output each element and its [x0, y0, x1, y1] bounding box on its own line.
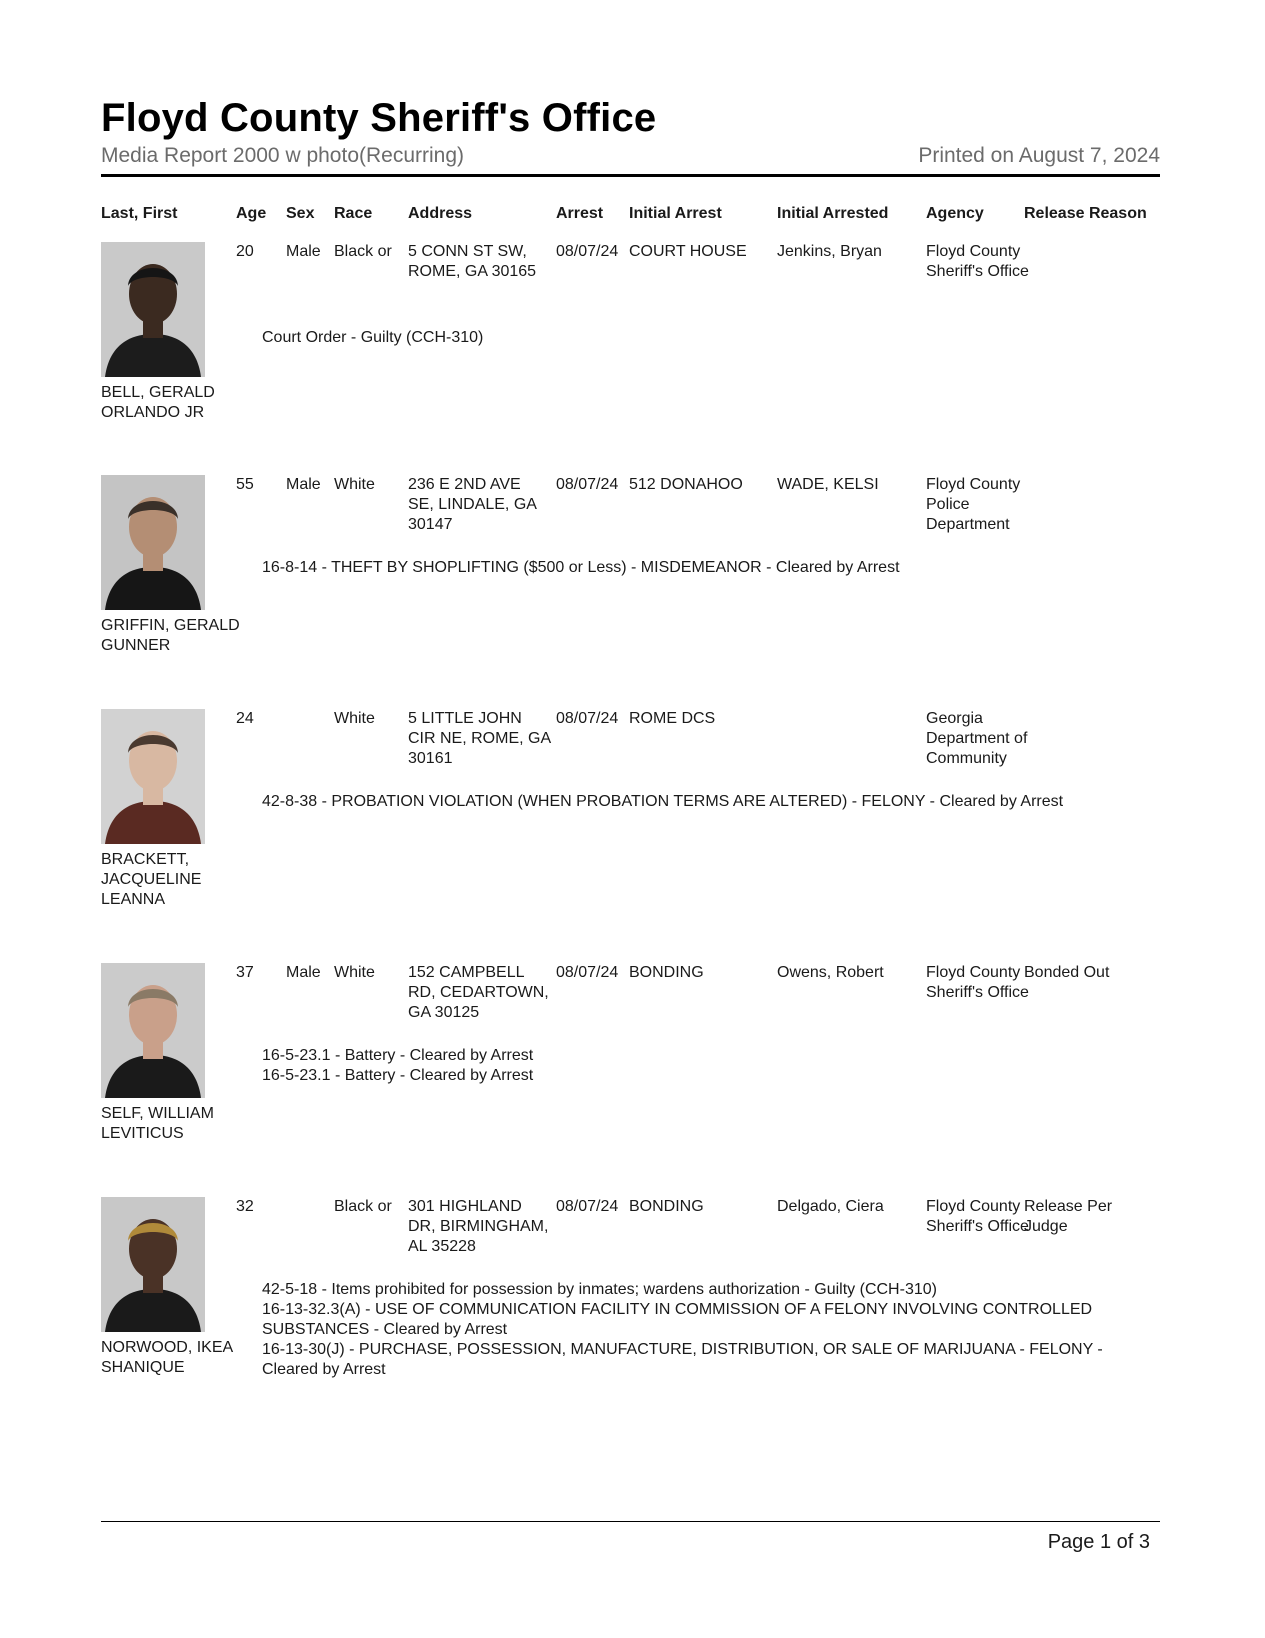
charges-list: [262, 1280, 1142, 1380]
cell-address: 5 CONN ST SW, ROME, GA 30165: [408, 243, 537, 280]
cell-sex: Male: [286, 964, 321, 981]
cell-release-reason: Release Per Judge: [1024, 1198, 1113, 1235]
cell-initial-arrested: Jenkins, Bryan: [777, 243, 882, 260]
column-header-release-reason: Release Reason: [1024, 205, 1147, 222]
cell-age: 55: [236, 476, 254, 493]
column-header-agency: Agency: [926, 205, 984, 222]
cell-age: 20: [236, 243, 254, 260]
cell-race: White: [334, 710, 375, 727]
inmate-name: SELF, WILLIAM LEVITICUS: [101, 1105, 214, 1142]
cell-initial-arrest: ROME DCS: [629, 710, 716, 727]
cell-sex: Male: [286, 476, 321, 493]
cell-arrest: 08/07/24: [556, 964, 619, 981]
cell-initial-arrested: WADE, KELSI: [777, 476, 879, 493]
report-title: Floyd County Sheriff's Office: [101, 96, 657, 140]
column-header-sex: Sex: [286, 205, 315, 222]
column-header-age: Age: [236, 205, 267, 222]
footer-rule: [101, 1521, 1160, 1522]
cell-arrest: 08/07/24: [556, 1198, 619, 1215]
charges-list: [262, 328, 1142, 348]
charges-list: [262, 792, 1142, 812]
cell-address: 301 HIGHLAND DR, BIRMINGHAM, AL 35228: [408, 1198, 549, 1255]
charge-item: 16-8-14 - THEFT BY SHOPLIFTING ($500 or Less) - MISDEMEANOR - Cleared by Arrest: [262, 559, 900, 576]
inmate-name: BELL, GERALD ORLANDO JR: [101, 384, 215, 421]
cell-initial-arrested: Delgado, Ciera: [777, 1198, 884, 1215]
mugshot-photo: [101, 963, 205, 1098]
cell-agency: Georgia Department of Community: [926, 710, 1028, 767]
header-rule: [101, 174, 1160, 177]
cell-agency: Floyd County Sheriff's Office: [926, 964, 1029, 1001]
cell-initial-arrested: Owens, Robert: [777, 964, 884, 981]
column-header-initial-arrest: Initial Arrest: [629, 205, 722, 222]
mugshot-photo: [101, 475, 205, 610]
inmate-name: NORWOOD, IKEA SHANIQUE: [101, 1339, 234, 1376]
cell-initial-arrest: BONDING: [629, 964, 704, 981]
cell-address: 5 LITTLE JOHN CIR NE, ROME, GA 30161: [408, 710, 552, 767]
arrest-record: [0, 475, 1265, 705]
cell-race: White: [334, 964, 375, 981]
cell-agency: Floyd County Police Department: [926, 476, 1021, 533]
mugshot-photo: [101, 242, 205, 377]
charge-item: 16-5-23.1 - Battery - Cleared by Arrest: [262, 1067, 534, 1084]
cell-address: 152 CAMPBELL RD, CEDARTOWN, GA 30125: [408, 964, 549, 1021]
charge-item: 42-5-18 - Items prohibited for possession by inmates; wardens authorization - Guilty (CCH-310): [262, 1281, 937, 1298]
column-header-arrest: Arrest: [556, 205, 604, 222]
cell-arrest: 08/07/24: [556, 710, 619, 727]
charge-item: Court Order - Guilty (CCH-310): [262, 329, 484, 346]
cell-release-reason: Bonded Out: [1024, 964, 1110, 981]
charges-list: [262, 1046, 1142, 1086]
mugshot-photo: [101, 1197, 205, 1332]
inmate-name: GRIFFIN, GERALD GUNNER: [101, 617, 240, 654]
inmate-name: BRACKETT, JACQUELINE LEANNA: [101, 851, 202, 908]
arrest-record: [0, 1197, 1265, 1427]
cell-address: 236 E 2ND AVE SE, LINDALE, GA 30147: [408, 476, 537, 533]
printed-date: Printed on August 7, 2024: [918, 144, 1160, 167]
cell-agency: Floyd County Sheriff's Office: [926, 243, 1029, 280]
cell-age: 32: [236, 1198, 254, 1215]
arrest-record: [0, 963, 1265, 1193]
arrest-record: [0, 242, 1265, 472]
cell-agency: Floyd County Sheriff's Office: [926, 1198, 1029, 1235]
charge-item: 42-8-38 - PROBATION VIOLATION (WHEN PROBATION TERMS ARE ALTERED) - FELONY - Cleared by Arrest: [262, 793, 1064, 810]
cell-sex: Male: [286, 243, 321, 260]
cell-race: Black or: [334, 1198, 392, 1215]
page-number: Page 1 of 3: [1047, 1531, 1150, 1553]
cell-age: 37: [236, 964, 254, 981]
charge-item: 16-13-30(J) - PURCHASE, POSSESSION, MANUFACTURE, DISTRIBUTION, OR SALE OF MARIJUANA - FELONY - Cleared by Arrest: [262, 1341, 1103, 1378]
charges-list: [262, 558, 1142, 578]
cell-arrest: 08/07/24: [556, 243, 619, 260]
column-header-name: Last, First: [101, 205, 178, 222]
column-header-race: Race: [334, 205, 373, 222]
mugshot-photo: [101, 709, 205, 844]
cell-race: White: [334, 476, 375, 493]
cell-age: 24: [236, 710, 254, 727]
cell-initial-arrest: COURT HOUSE: [629, 243, 747, 260]
charge-item: 16-13-32.3(A) - USE OF COMMUNICATION FACILITY IN COMMISSION OF A FELONY INVOLVING CONTROLLED SUBSTANCES - Cleared by Arrest: [262, 1301, 1093, 1338]
column-header-address: Address: [408, 205, 473, 222]
column-header-initial-arrested: Initial Arrested: [777, 205, 889, 222]
report-subtitle: Media Report 2000 w photo(Recurring): [101, 144, 465, 167]
cell-arrest: 08/07/24: [556, 476, 619, 493]
cell-race: Black or: [334, 243, 392, 260]
arrest-record: [0, 709, 1265, 939]
cell-initial-arrest: 512 DONAHOO: [629, 476, 743, 493]
cell-initial-arrest: BONDING: [629, 1198, 704, 1215]
charge-item: 16-5-23.1 - Battery - Cleared by Arrest: [262, 1047, 534, 1064]
